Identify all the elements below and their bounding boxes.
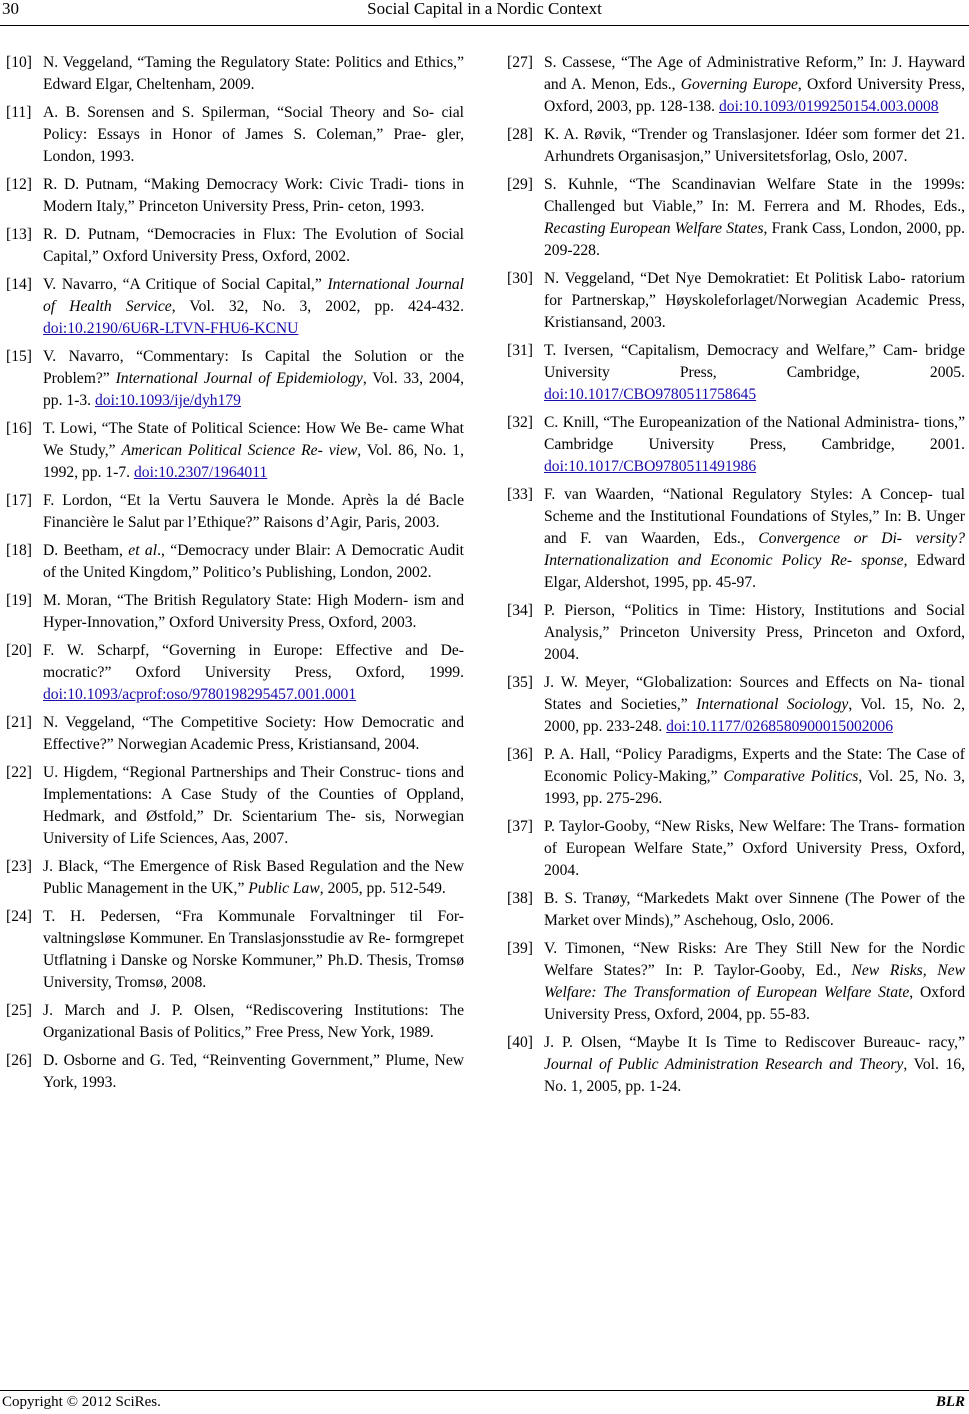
reference-italic-text: Public Law: [248, 880, 320, 897]
reference-text-segment: F. W. Scharpf, “Governing in Europe: Effective and De- mocratic?” Oxford University Press, Oxford, 1999.: [43, 642, 464, 681]
reference-text: [43, 714, 464, 753]
reference-item: [6, 174, 464, 218]
reference-item: [6, 712, 464, 756]
reference-text-segment: V. Navarro, “Commentary: Is Capital the Solution or the Problem?”: [43, 348, 464, 387]
reference-text: [544, 176, 965, 259]
reference-text-segment: N. Veggeland, “The Competitive Society: How Democratic and Effective?” Norwegian Academic Press, Kristiansand, 2004.: [43, 714, 464, 753]
reference-item: [6, 640, 464, 706]
reference-text-segment: J. Black, “The Emergence of Risk Based Regulation and the New Public Management in the UK,”: [43, 858, 464, 897]
reference-number: [28]: [507, 126, 533, 143]
reference-text: [43, 104, 464, 165]
reference-number: [14]: [6, 276, 32, 293]
reference-text: [544, 126, 965, 165]
doi-link[interactable]: doi:10.1017/CBO9780511491986: [544, 458, 757, 475]
reference-text-segment: F. Lordon, “Et la Vertu Sauvera le Monde. Après la dé Bacle Financière le Salut par l’Ethique?” Raisons d’Agir, Paris, 2003.: [43, 492, 464, 531]
reference-item: [6, 1050, 464, 1094]
reference-text: [544, 54, 965, 115]
footer-rule: [0, 1390, 969, 1391]
reference-text-segment: M. Moran, “The British Regulatory State: High Modern- ism and Hyper-Innovation,” Oxford University Press, Oxford, 2003.: [43, 592, 464, 631]
reference-number: [38]: [507, 890, 533, 907]
reference-number: [40]: [507, 1034, 533, 1051]
reference-text: [43, 1052, 464, 1091]
reference-item: [6, 102, 464, 168]
reference-text: [43, 492, 464, 531]
reference-item: [6, 590, 464, 634]
reference-number: [22]: [6, 764, 32, 781]
reference-text-segment: V. Navarro, “A Critique of Social Capital,”: [43, 276, 328, 293]
reference-text-segment: P. Pierson, “Politics in Time: History, Institutions and Social Analysis,” Princeton University Press, Princeton and Oxford, 2004.: [544, 602, 965, 663]
reference-text-segment: , Vol. 86, No. 1, 1992, pp. 1-7.: [43, 442, 465, 481]
reference-number: [36]: [507, 746, 533, 763]
reference-text-segment: T. Iversen, “Capitalism, Democracy and Welfare,” Cam- bridge University Press, Cambridge, 2005.: [544, 342, 965, 381]
reference-text-segment: A. B. Sorensen and S. Spilerman, “Social Theory and So- cial Policy: Essays in Honor of James S. Coleman,” Prae- gler, London, 1993.: [43, 104, 464, 165]
reference-item: [507, 888, 965, 932]
reference-text-segment: K. A. Røvik, “Trender og Translasjoner. Idéer som former det 21. Arhundrets Organisasjon,” Universitetsforlag, Oslo, 2007.: [544, 126, 965, 165]
reference-text-segment: , Oxford University Press, Oxford, 2004, pp. 55-83.: [544, 984, 965, 1023]
reference-text-segment: , Vol. 32, No. 3, 2002, pp. 424-432.: [171, 298, 464, 315]
reference-number: [17]: [6, 492, 32, 509]
page-header: [0, 0, 969, 34]
reference-text: [544, 270, 965, 331]
reference-text-segment: N. Veggeland, “Taming the Regulatory State: Politics and Ethics,” Edward Elgar, Cheltenham, 2009.: [43, 54, 464, 93]
reference-item: [507, 600, 965, 666]
reference-text: [43, 764, 464, 847]
reference-item: [507, 672, 965, 738]
header-rule: [0, 25, 969, 26]
reference-text-segment: , Vol. 33, 2004, pp. 1-3.: [43, 370, 464, 409]
reference-text-segment: J. P. Olsen, “Maybe It Is Time to Rediscover Bureauc- racy,”: [544, 1034, 965, 1051]
reference-text: [43, 54, 464, 93]
reference-text-segment: , 2005, pp. 512-549.: [319, 880, 446, 897]
reference-item: [6, 52, 464, 96]
reference-number: [35]: [507, 674, 533, 691]
doi-link[interactable]: doi:10.2190/6U6R-LTVN-FHU6-KCNU: [43, 320, 299, 337]
reference-number: [27]: [507, 54, 533, 71]
reference-italic-text: Journal of Public Administration Research and Theory: [544, 1056, 904, 1073]
reference-italic-text: International Journal of Epidemiology: [115, 370, 363, 387]
reference-text: [43, 542, 464, 581]
reference-italic-text: Convergence or Di- versity? Internationalization and Economic Policy Re- sponse: [544, 530, 965, 569]
reference-item: [507, 268, 965, 334]
reference-item: [6, 856, 464, 900]
doi-link[interactable]: doi:10.1093/acprof:oso/9780198295457.001.0001: [43, 686, 357, 703]
reference-number: [34]: [507, 602, 533, 619]
reference-text: [544, 674, 965, 735]
reference-italic-text: New Risks, New Welfare: The Transformation of European Welfare State: [544, 962, 965, 1001]
reference-text-segment: R. D. Putnam, “Making Democracy Work: Civic Tradi- tions in Modern Italy,” Princeton University Press, Prin- ceton, 1993.: [43, 176, 464, 215]
reference-text-segment: T. H. Pedersen, “Fra Kommunale Forvaltninger til For- valtningsløse Kommuner. En Translasjonsstudie av Re- formgrepet Utflatning i Danske og Norske Kommuner,” Ph.D. Thesis, Tromsø University, Tromsø, 2008.: [43, 908, 464, 991]
reference-number: [31]: [507, 342, 533, 359]
reference-item: [6, 274, 464, 340]
reference-item: [507, 174, 965, 262]
doi-link[interactable]: doi:10.1177/0268580900015002006: [666, 718, 893, 735]
reference-text: [43, 592, 464, 631]
reference-text-segment: R. D. Putnam, “Democracies in Flux: The Evolution of Social Capital,” Oxford University Press, Oxford, 2002.: [43, 226, 464, 265]
reference-italic-text: Recasting European Welfare States: [544, 220, 764, 237]
reference-number: [29]: [507, 176, 533, 193]
reference-item: [6, 762, 464, 850]
reference-text-segment: T. Lowi, “The State of Political Science: How We Be- came What We Study,”: [43, 420, 464, 459]
reference-text: [43, 858, 464, 897]
reference-text-segment: , Frank Cass, London, 2000, pp. 209-228.: [544, 220, 965, 259]
reference-text: [544, 746, 965, 807]
reference-number: [39]: [507, 940, 533, 957]
reference-text: [43, 642, 464, 703]
reference-text-segment: B. S. Tranøy, “Markedets Makt over Sinnene (The Power of the Market over Minds),” Aschehoug, Oslo, 2006.: [544, 890, 965, 929]
reference-text-segment: , Edward Elgar, Aldershot, 1995, pp. 45-97.: [544, 552, 966, 591]
reference-text-segment: J. W. Meyer, “Globalization: Sources and Effects on Na- tional States and Societies,”: [544, 674, 965, 713]
reference-text: [544, 486, 965, 591]
reference-number: [15]: [6, 348, 32, 365]
reference-item: [507, 938, 965, 1026]
reference-number: [25]: [6, 1002, 32, 1019]
reference-item: [6, 1000, 464, 1044]
references-right-column: [507, 52, 965, 1104]
reference-text-segment: P. A. Hall, “Policy Paradigms, Experts and the State: The Case of Economic Policy-Making,”: [544, 746, 965, 785]
reference-text-segment: V. Timonen, “New Risks: Are They Still New for the Nordic Welfare States?” In: P. Taylor-Gooby, Ed.,: [544, 940, 965, 979]
reference-number: [30]: [507, 270, 533, 287]
reference-text: [544, 1034, 965, 1095]
reference-text: [544, 940, 965, 1023]
reference-number: [13]: [6, 226, 32, 243]
reference-number: [32]: [507, 414, 533, 431]
doi-link[interactable]: doi:10.1017/CBO9780511758645: [544, 386, 757, 403]
reference-text: [43, 276, 464, 337]
reference-text: [544, 602, 965, 663]
doi-link[interactable]: doi:10.2307/1964011: [133, 464, 268, 481]
reference-text-segment: S. Cassese, “The Age of Administrative Reform,” In: J. Hayward and A. Menon, Eds.,: [544, 54, 965, 93]
reference-item: [6, 224, 464, 268]
journal-abbreviation: BLR: [935, 1394, 965, 1410]
reference-item: [6, 418, 464, 484]
reference-item: [507, 816, 965, 882]
reference-text-segment: J. March and J. P. Olsen, “Rediscovering Institutions: The Organizational Basis of Politics,” Free Press, New York, 1989.: [43, 1002, 464, 1041]
reference-number: [26]: [6, 1052, 32, 1069]
reference-item: [507, 744, 965, 810]
reference-text: [43, 908, 464, 991]
reference-text-segment: S. Kuhnle, “The Scandinavian Welfare State in the 1999s: Challenged but Viable,” In: M. Ferrera and M. Rhodes, Eds.,: [544, 176, 965, 215]
reference-text-segment: , Vol. 16, No. 1, 2005, pp. 1-24.: [544, 1056, 965, 1095]
reference-text: [43, 420, 464, 481]
reference-text-segment: P. Taylor-Gooby, “New Risks, New Welfare: The Trans- formation of European Welfare State,” Oxford University Press, Oxford, 2004.: [544, 818, 965, 879]
reference-number: [20]: [6, 642, 32, 659]
reference-italic-text: Governing Europe: [680, 76, 798, 93]
references-left-column: [6, 52, 464, 1100]
reference-italic-text: American Political Science Re- view: [121, 442, 358, 459]
reference-italic-text: et al: [128, 542, 158, 559]
copyright-notice: Copyright © 2012 SciRes.: [2, 1394, 161, 1410]
reference-text-segment: F. van Waarden, “National Regulatory Styles: A Concep- tual Scheme and the Institutional Foundations of Styles,” In: B. Unger and F. van Waarden, Eds.,: [544, 486, 965, 547]
page-number: 30: [2, 0, 19, 18]
reference-text: [544, 818, 965, 879]
reference-text-segment: , Oxford University Press, Oxford, 2003, pp. 128-138.: [544, 76, 965, 115]
reference-number: [18]: [6, 542, 32, 559]
reference-item: [6, 906, 464, 994]
reference-item: [507, 484, 965, 594]
reference-italic-text: Comparative Politics: [723, 768, 859, 785]
reference-text-segment: , Vol. 15, No. 2, 2000, pp. 233-248.: [544, 696, 966, 735]
doi-link[interactable]: doi:10.1093/0199250154.003.0008: [718, 98, 939, 115]
reference-number: [21]: [6, 714, 32, 731]
doi-link[interactable]: doi:10.1093/ije/dyh179: [94, 392, 241, 409]
reference-text-segment: D. Osborne and G. Ted, “Reinventing Government,” Plume, New York, 1993.: [43, 1052, 464, 1091]
reference-text: [544, 342, 965, 403]
reference-number: [12]: [6, 176, 32, 193]
reference-number: [23]: [6, 858, 32, 875]
reference-number: [10]: [6, 54, 32, 71]
reference-item: [6, 540, 464, 584]
reference-text: [544, 890, 965, 929]
reference-text-segment: U. Higdem, “Regional Partnerships and Their Construc- tions and Implementations: A Case Study of the Counties of Oppland, Hedmark, and Østfold,” Dr. Scientarium The- sis, Norwegian University of Life Sciences, Aas, 2007.: [43, 764, 464, 847]
reference-number: [24]: [6, 908, 32, 925]
reference-item: [6, 346, 464, 412]
reference-item: [507, 52, 965, 118]
reference-text: [43, 348, 464, 409]
reference-number: [11]: [6, 104, 32, 121]
reference-number: [37]: [507, 818, 533, 835]
reference-item: [6, 490, 464, 534]
reference-item: [507, 412, 965, 478]
reference-text: [544, 414, 965, 475]
reference-text: [43, 176, 464, 215]
reference-text-segment: ., “Democracy under Blair: A Democratic Audit of the United Kingdom,” Politico’s Publishing, London, 2002.: [43, 542, 464, 581]
reference-item: [507, 1032, 965, 1098]
reference-text: [43, 226, 464, 265]
reference-number: [16]: [6, 420, 32, 437]
reference-italic-text: International Journal of Health Service: [43, 276, 464, 315]
reference-text-segment: C. Knill, “The Europeanization of the National Administra- tions,” Cambridge University Press, Cambridge, 2001.: [544, 414, 965, 453]
reference-italic-text: International Sociology: [696, 696, 849, 713]
reference-text: [43, 1002, 464, 1041]
reference-text-segment: D. Beetham,: [43, 542, 129, 559]
reference-text-segment: N. Veggeland, “Det Nye Demokratiet: Et Politisk Labo- ratorium for Partnerskap,” Høyskoleforlaget/Norwegian Academic Press, Kristiansand, 2003.: [544, 270, 965, 331]
reference-number: [33]: [507, 486, 533, 503]
reference-number: [19]: [6, 592, 32, 609]
reference-item: [507, 124, 965, 168]
running-title: Social Capital in a Nordic Context: [367, 0, 602, 18]
reference-item: [507, 340, 965, 406]
reference-text-segment: , Vol. 25, No. 3, 1993, pp. 275-296.: [544, 768, 965, 807]
